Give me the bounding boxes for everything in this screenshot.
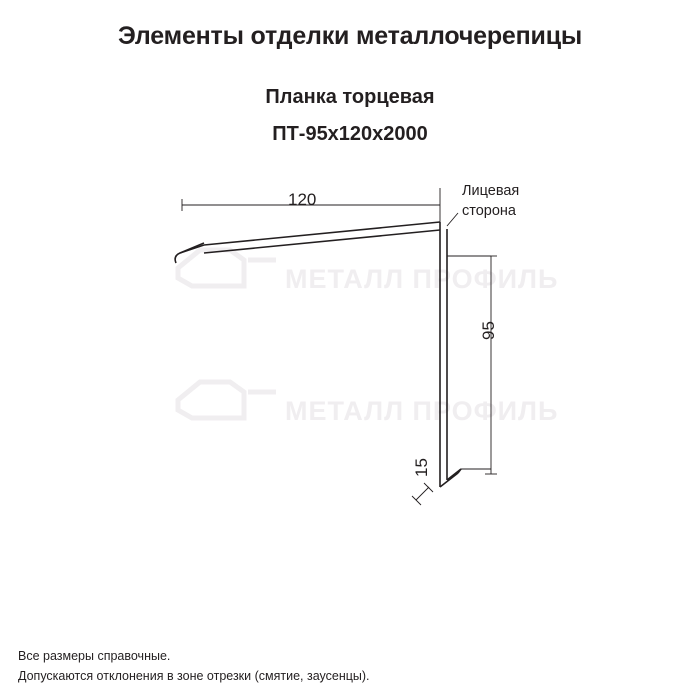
dimension-15 [412, 483, 433, 505]
watermark-1 [178, 250, 558, 294]
svg-text:МЕТАЛЛ ПРОФИЛЬ: МЕТАЛЛ ПРОФИЛЬ [285, 264, 559, 294]
page-title: Элементы отделки металлочерепицы [117, 22, 583, 50]
annotation-face-side [462, 182, 582, 221]
product-name: Планка торцевая [265, 86, 435, 108]
svg-text:МЕТАЛЛ ПРОФИЛЬ: МЕТАЛЛ ПРОФИЛЬ [285, 396, 559, 426]
dimension-label-120: 120 [288, 190, 317, 209]
leader-face-side [447, 213, 458, 226]
dimension-label-95: 95 [479, 321, 498, 340]
footer-notes [18, 647, 370, 686]
watermark-2 [178, 382, 558, 426]
footer-line-1: Все размеры справочные. [18, 649, 171, 664]
annotation-face-side-line1: Лицевая [462, 183, 520, 199]
footer-line-2: Допускаются отклонения в зоне отрезки (смятие, заусенцы). [18, 668, 370, 683]
profile-outline [175, 222, 461, 487]
annotation-face-side-line2: сторона [462, 202, 516, 219]
product-code: ПТ-95x120x2000 [272, 123, 428, 145]
dimension-label-15: 15 [412, 458, 431, 477]
